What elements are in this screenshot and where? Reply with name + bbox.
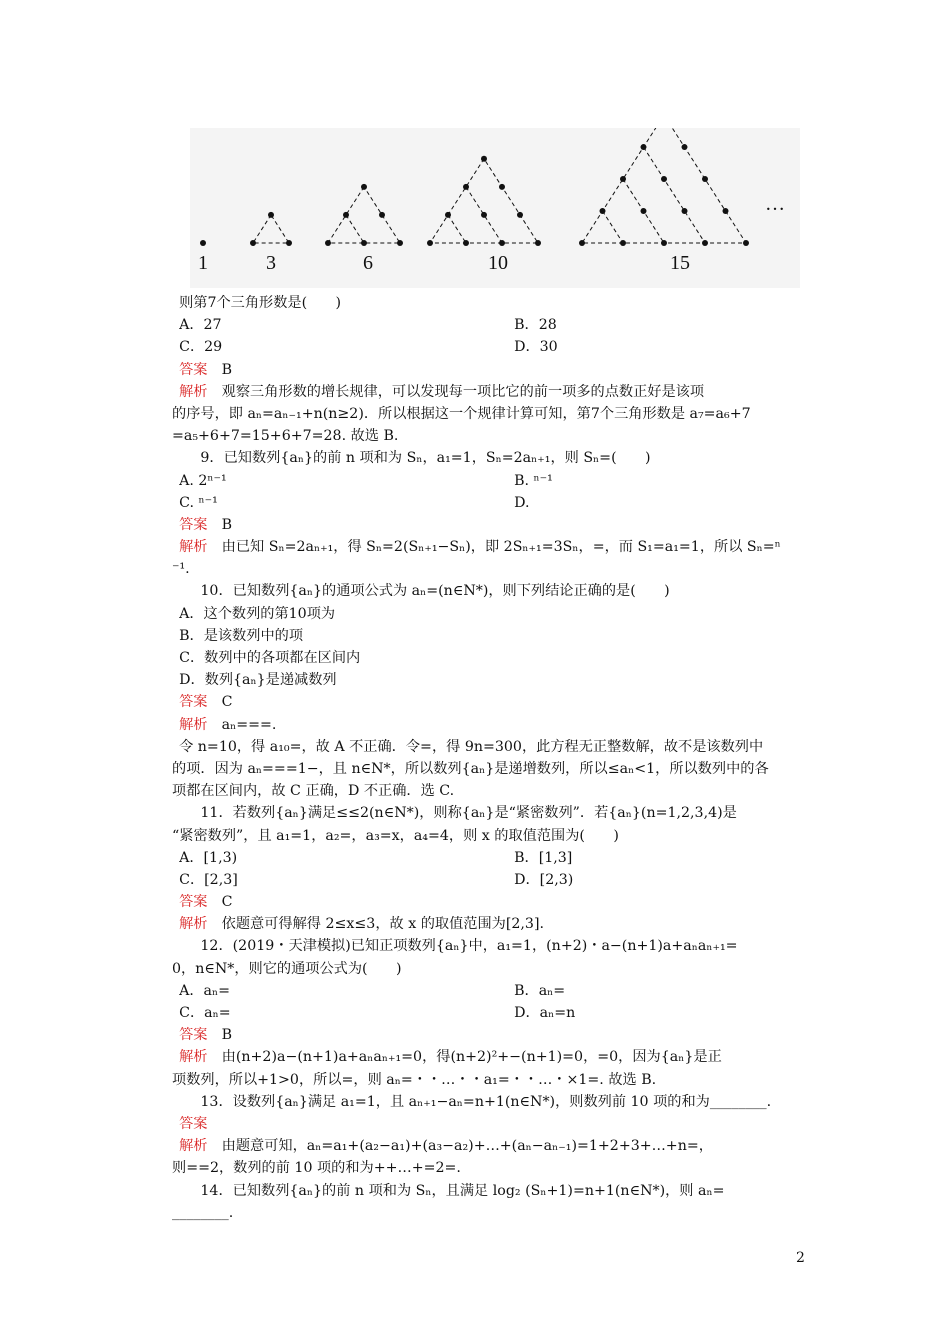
triangle-outline-2 xyxy=(328,187,400,243)
answer-label: 解析 xyxy=(179,1138,208,1155)
answer-text: 依题意可得解得 2≤x≤3，故 x 的取值范围为[2,3]. xyxy=(207,916,544,933)
answer-line xyxy=(172,691,810,713)
answer-label: 解析 xyxy=(179,1049,208,1066)
ellipsis: … xyxy=(765,193,785,215)
dot xyxy=(463,184,469,190)
text-line: 14．已知数列{aₙ}的前 n 项和为 Sₙ，且满足 log₂ (Sₙ+1)=n+1(n∈N*)，则 aₙ= xyxy=(200,1182,725,1199)
text-line: “紧密数列”，且 a₁=1，a₂=，a₃=x，a₄=4，则 x 的取值范围为( ) xyxy=(172,827,619,844)
option-left: A．aₙ= xyxy=(179,982,231,999)
answer-label: 答案 xyxy=(179,894,208,911)
option-left: A．27 xyxy=(179,317,222,334)
answer-label: 答案 xyxy=(179,516,208,533)
inner-line xyxy=(644,147,706,243)
option-right: D．[2,3) xyxy=(514,871,574,888)
answer-line xyxy=(172,514,810,536)
answer-label: 解析 xyxy=(179,539,208,556)
option-right: D. xyxy=(514,494,530,511)
answer-label: 答案 xyxy=(179,1027,208,1044)
option-row xyxy=(172,869,810,891)
answer-label: 答案 xyxy=(179,1115,208,1132)
answer-line xyxy=(172,913,810,935)
label-6: 6 xyxy=(363,252,373,274)
text-line: ________. xyxy=(172,1204,234,1221)
answer-text: B xyxy=(207,516,233,533)
text-line: 则==2，数列的前 10 项的和为++…+=2=. xyxy=(172,1160,461,1177)
option-right: B．aₙ= xyxy=(514,982,566,999)
label-15: 15 xyxy=(670,252,690,274)
option-right: B．[1,3] xyxy=(514,849,573,866)
text-line: 项都在区间内，故 C 正确，D 不正确．选 C. xyxy=(172,783,455,800)
text-line: ⁻¹. xyxy=(172,561,190,578)
answer-text: C xyxy=(207,694,233,711)
answer-label: 解析 xyxy=(179,383,208,400)
option-left: A. 2ⁿ⁻¹ xyxy=(179,472,227,489)
answer-text: B xyxy=(207,361,233,378)
option-row xyxy=(172,1002,810,1024)
answer-line xyxy=(172,1113,810,1135)
triangle-outline-3 xyxy=(430,159,538,243)
text-line: 的项．因为 aₙ===1−，且 n∈N*，所以数列{aₙ}是递增数列，所以≤aₙ<1，所以数列中的各 xyxy=(172,760,769,777)
answer-line xyxy=(172,381,810,403)
triangular-numbers-figure xyxy=(190,128,800,288)
option-right: B．28 xyxy=(514,317,557,334)
dot xyxy=(682,208,688,214)
option-row xyxy=(172,470,810,492)
text-line: A．这个数列的第10项为 xyxy=(179,605,336,622)
answer-line xyxy=(172,536,810,558)
option-left: C．[2,3] xyxy=(179,871,238,888)
text-line: 则第7个三角形数是( ) xyxy=(179,295,342,311)
answer-line xyxy=(172,1135,810,1157)
option-left: A．[1,3) xyxy=(179,849,238,866)
option-right: D．30 xyxy=(514,339,558,356)
text-line: C．数列中的各项都在区间内 xyxy=(179,650,361,666)
dot xyxy=(481,212,487,218)
text-line: D．数列{aₙ}是递减数列 xyxy=(179,672,337,689)
answer-text: 由已知 Sₙ=2aₙ₊₁，得 Sₙ=2(Sₙ₊₁−Sₙ)，即 2Sₙ₊₁=3Sₙ，=，而 S₁=a₁=1，所以 Sₙ=ⁿ xyxy=(207,539,781,556)
problem-text xyxy=(172,292,810,1224)
answer-line xyxy=(172,891,810,913)
option-row xyxy=(172,314,810,336)
answer-text: 由题意可知，aₙ=a₁+(a₂−a₁)+(a₃−a₂)+…+(aₙ−aₙ₋₁)=1+2+3+…+n=， xyxy=(207,1138,713,1155)
dot xyxy=(379,212,385,218)
text-line: 0，n∈N*，则它的通项公式为( ) xyxy=(172,960,402,977)
answer-label: 解析 xyxy=(179,716,208,733)
answer-line xyxy=(172,714,810,736)
answer-text: 由(n+2)a−(n+1)a+aₙaₙ₊₁=0，得(n+2)²+−(n+1)=0，=0，因为{aₙ}是正 xyxy=(207,1049,722,1066)
answer-label: 答案 xyxy=(179,361,208,378)
text-line: 项数列，所以+1>0，所以=，则 aₙ=・・…・・a₁=・・…・×1=. 故选 B. xyxy=(172,1071,657,1088)
inner-line xyxy=(346,215,364,243)
text-line: 13．设数列{aₙ}满足 a₁=1，且 aₙ₊₁−aₙ=n+1(n∈N*)，则数列前 10 项的和为________. xyxy=(200,1093,772,1110)
text-line: 的序号，即 aₙ=aₙ₋₁+n(n≥2)．所以根据这一个规律计算可知，第7个三角形数是 a₇=a₆+7 xyxy=(172,405,751,422)
option-right: B. ⁿ⁻¹ xyxy=(514,472,553,489)
option-left: C．29 xyxy=(179,339,223,356)
label-3: 3 xyxy=(266,252,276,274)
answer-line xyxy=(172,1046,810,1068)
answer-text: C xyxy=(207,894,233,911)
option-row xyxy=(172,492,810,514)
option-left: C．aₙ= xyxy=(179,1005,231,1021)
option-left: C. ⁿ⁻¹ xyxy=(179,494,218,511)
triangle-outline-4 xyxy=(582,128,746,243)
label-10: 10 xyxy=(488,252,508,274)
triangle-dots-diagram xyxy=(190,128,800,288)
inner-line xyxy=(603,211,624,243)
answer-line xyxy=(172,1024,810,1046)
text-line: 令 n=10，得 a₁₀=，故 A 不正确．令=，得 9n=300，此方程无正整数解，故不是该数列中 xyxy=(179,738,764,755)
text-line: 12．(2019・天津模拟)已知正项数列{aₙ}中，a₁=1，(n+2)・a−(n+1)a+aₙaₙ₊₁= xyxy=(200,938,738,955)
answer-label: 解析 xyxy=(179,916,208,933)
inner-line xyxy=(623,179,664,243)
inner-line xyxy=(448,215,466,243)
dot xyxy=(702,176,708,182)
label-1: 1 xyxy=(198,252,208,274)
text-line: B．是该数列中的项 xyxy=(179,627,304,644)
answer-text: aₙ===. xyxy=(207,716,277,733)
option-row xyxy=(172,847,810,869)
answer-text: B xyxy=(207,1027,233,1044)
answer-label: 答案 xyxy=(179,694,208,711)
page-number: 2 xyxy=(796,1250,805,1266)
text-line: =a₅+6+7=15+6+7=28. 故选 B. xyxy=(172,428,399,445)
text-line: 10．已知数列{aₙ}的通项公式为 aₙ=(n∈N*)，则下列结论正确的是( ) xyxy=(200,583,670,600)
triangle-outline-1 xyxy=(253,215,289,243)
answer-text: 观察三角形数的增长规律，可以发现每一项比它的前一项多的点数正好是该项 xyxy=(207,383,705,400)
option-right: D．aₙ=n xyxy=(514,1005,576,1021)
dot xyxy=(200,240,206,246)
answer-line xyxy=(172,359,810,381)
text-line: 11．若数列{aₙ}满足≤≤2(n∈N*)，则称{aₙ}是“紧密数列”．若{aₙ}(n=1,2,3,4)是 xyxy=(200,805,737,822)
dot xyxy=(286,240,292,246)
option-row xyxy=(172,336,810,358)
option-row xyxy=(172,980,810,1002)
text-line: 9．已知数列{aₙ}的前 n 项和为 Sₙ，a₁=1，Sₙ=2aₙ₊₁，则 Sₙ=( ) xyxy=(200,450,651,467)
